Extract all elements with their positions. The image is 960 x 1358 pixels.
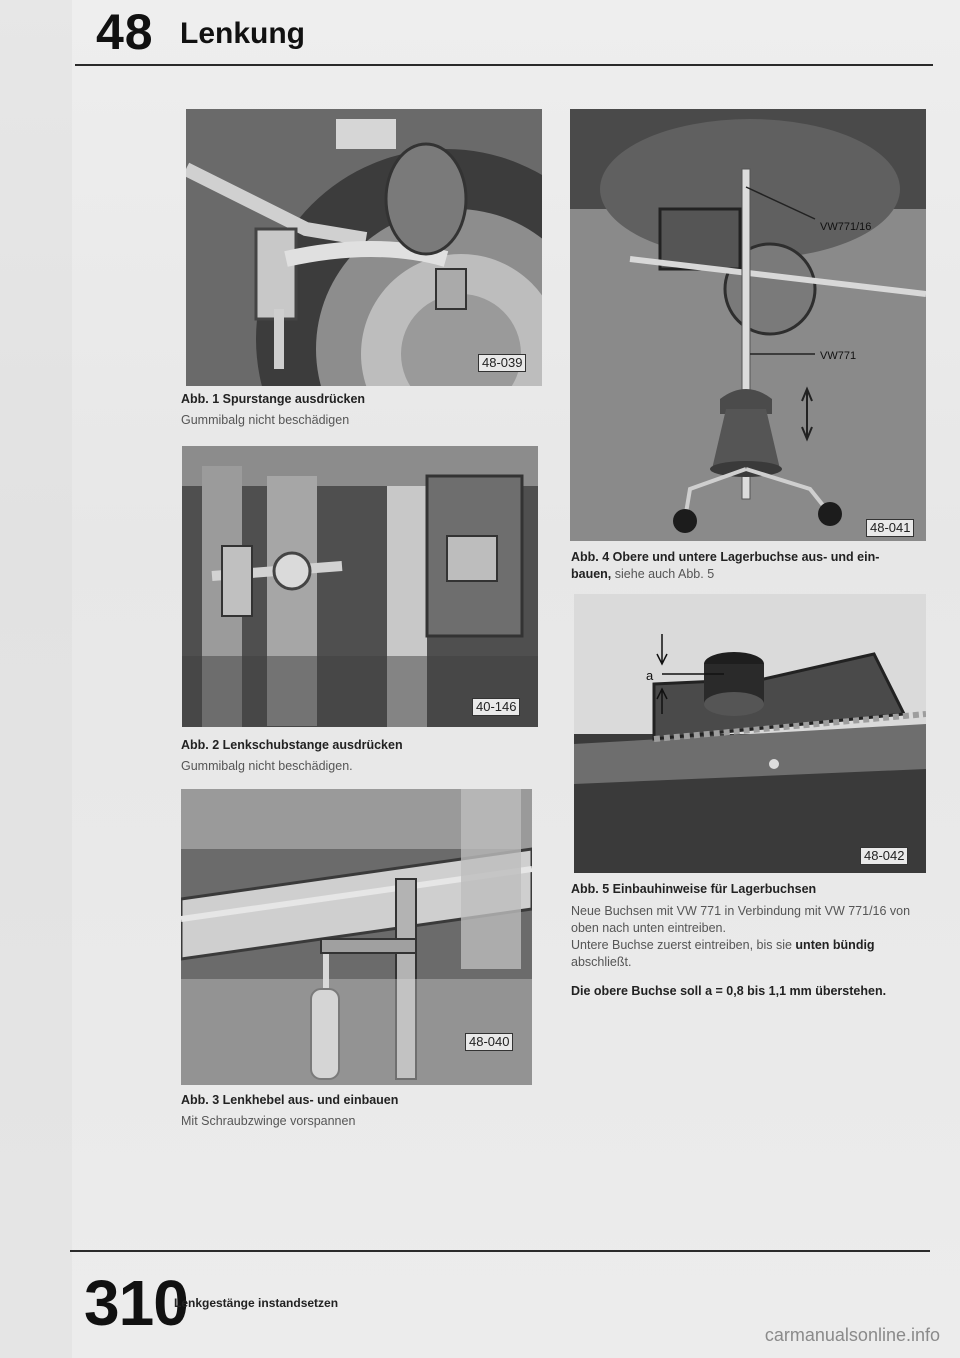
figure-4-illustration bbox=[570, 109, 926, 541]
figure-5-caption-title: Abb. 5 Einbauhinweise für Lagerbuchsen bbox=[571, 882, 817, 896]
figure-1-code: 48-039 bbox=[478, 354, 526, 372]
figure-1-photo bbox=[186, 109, 542, 386]
figure-4-callout-2: VW771 bbox=[820, 350, 857, 362]
figure-5-para-2a: Untere Buchse zuerst eintreiben, bis sie bbox=[571, 938, 796, 952]
section-title: Lenkgestänge instandsetzen bbox=[174, 1296, 339, 1310]
header-rule bbox=[75, 64, 933, 66]
figure-1-illustration bbox=[186, 109, 542, 386]
figure-4-caption bbox=[571, 549, 931, 583]
figure-4-code: 48-041 bbox=[866, 519, 914, 537]
figure-5-illustration bbox=[574, 594, 926, 873]
figure-4-callout-1: VW771/16 bbox=[820, 221, 872, 233]
figure-5-photo bbox=[574, 594, 926, 873]
figure-4-caption-line2 bbox=[571, 566, 931, 583]
figure-4-caption-line2-a: bauen, bbox=[571, 567, 612, 581]
figure-5-caption bbox=[571, 881, 931, 1000]
figure-1-caption-title: Abb. 1 Spurstange ausdrücken bbox=[181, 392, 366, 406]
figure-3-code: 48-040 bbox=[465, 1033, 513, 1051]
figure-2-caption bbox=[181, 737, 541, 775]
figure-5-para-2 bbox=[571, 937, 931, 971]
chapter-title: Lenkung bbox=[180, 17, 305, 50]
figure-2-code: 40-146 bbox=[472, 698, 520, 716]
figure-5-para-1: Neue Buchsen mit VW 771 in Verbindung mit VW 771/16 von oben nach unten eintreiben. bbox=[571, 904, 911, 935]
figure-5-para-2b: unten bündig bbox=[795, 938, 875, 952]
figure-5-note: Die obere Buchse soll a = 0,8 bis 1,1 mm überstehen. bbox=[571, 984, 887, 998]
figure-3-photo bbox=[181, 789, 532, 1085]
figure-4-photo bbox=[570, 109, 926, 541]
page-shadow bbox=[0, 0, 72, 1358]
watermark: carmanualsonline.info bbox=[764, 1325, 940, 1345]
figure-2-caption-body: Gummibalg nicht beschädigen. bbox=[181, 759, 353, 773]
figure-4-caption-line2-b: siehe auch Abb. 5 bbox=[611, 567, 715, 581]
figure-5-para-2c: abschließt. bbox=[571, 955, 632, 969]
figure-2-caption-title: Abb. 2 Lenkschubstange ausdrücken bbox=[181, 738, 403, 752]
chapter-number: 48 bbox=[96, 4, 154, 60]
page-number: 310 bbox=[84, 1267, 188, 1339]
figure-3-caption bbox=[181, 1092, 541, 1130]
figure-5-callout-a: a bbox=[646, 668, 654, 683]
figure-1-caption-body: Gummibalg nicht beschädigen bbox=[181, 413, 350, 427]
figure-3-caption-title: Abb. 3 Lenkhebel aus- und einbauen bbox=[181, 1093, 399, 1107]
figure-1-caption bbox=[181, 391, 541, 429]
figure-2-photo bbox=[182, 446, 538, 727]
footer-rule bbox=[70, 1250, 930, 1252]
figure-5-code: 48-042 bbox=[860, 847, 908, 865]
figure-4-caption-title: Abb. 4 Obere und untere Lagerbuchse aus- und ein- bbox=[571, 550, 880, 564]
figure-2-illustration bbox=[182, 446, 538, 727]
figure-3-caption-body: Mit Schraubzwinge vorspannen bbox=[181, 1114, 356, 1128]
